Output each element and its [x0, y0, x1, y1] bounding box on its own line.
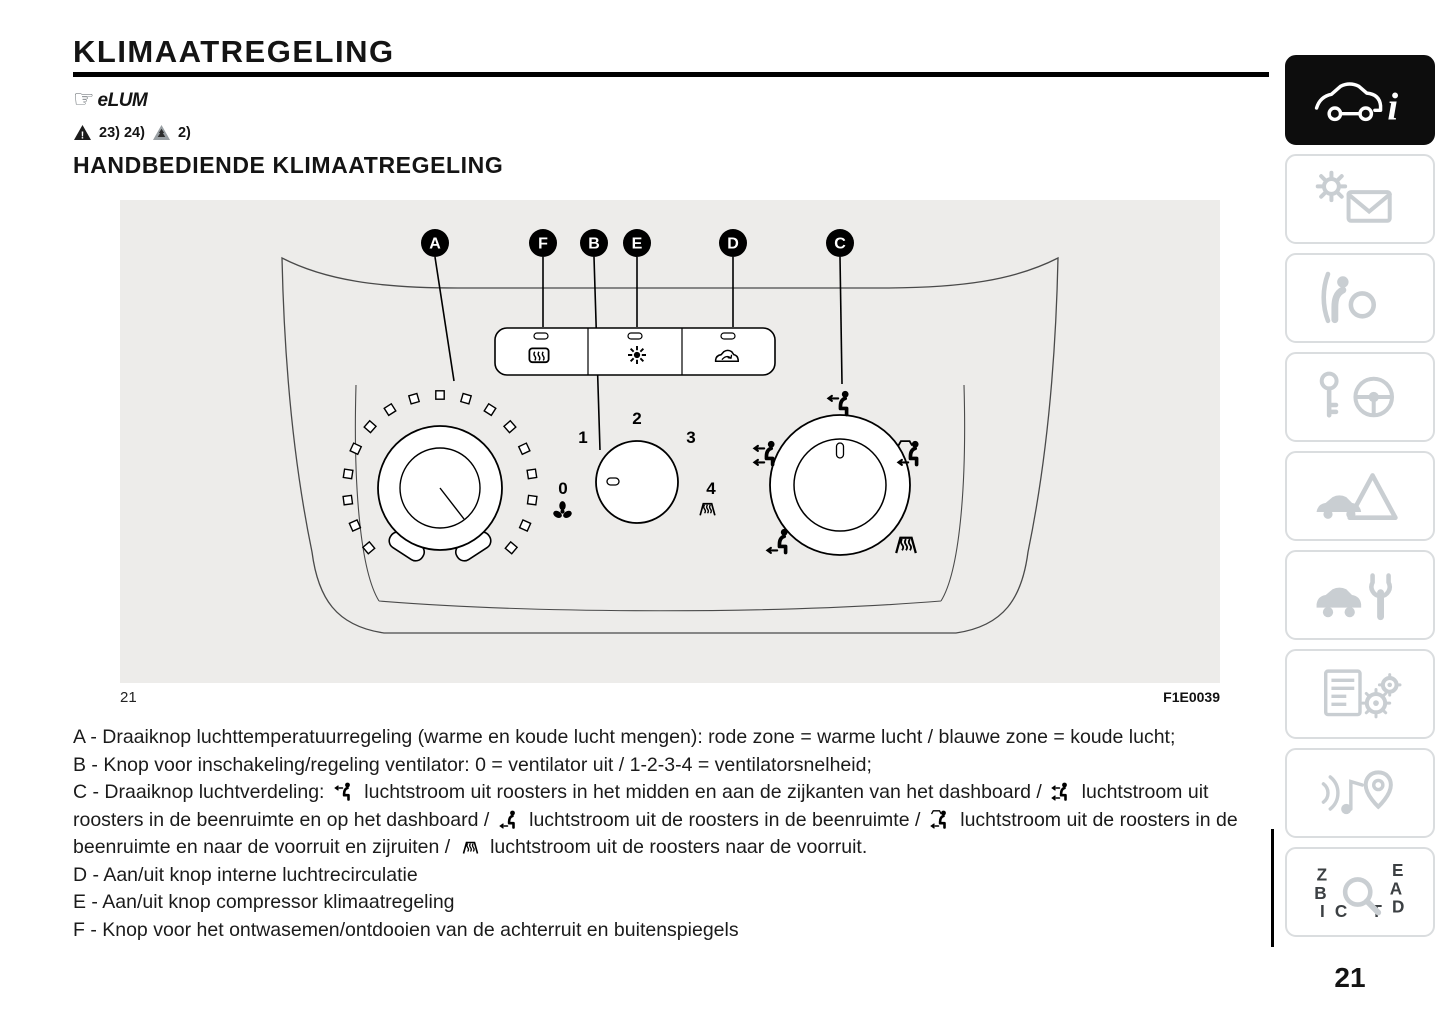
sidebar-tab-technical-data[interactable]	[1285, 649, 1435, 739]
fan-number-3: 3	[686, 428, 696, 447]
page-number: 21	[1334, 962, 1366, 993]
fan-number-4: 4	[706, 479, 716, 498]
distribution-pointer	[837, 443, 844, 458]
airflow-floor-windscreen-icon	[930, 810, 951, 830]
fan-number-1: 1	[578, 428, 588, 447]
svg-text:E: E	[1392, 862, 1404, 880]
airbag-icon	[1312, 268, 1408, 328]
warning-refs-label: 23) 24)	[99, 124, 145, 141]
car-wrench-icon	[1312, 565, 1408, 625]
eco-ref-label: 2)	[177, 124, 191, 141]
ac-compressor-icon	[628, 346, 646, 364]
sound-location-icon	[1312, 763, 1408, 823]
sidebar-tab-vehicle-info[interactable]	[1285, 55, 1435, 145]
car-info-icon	[1312, 70, 1408, 130]
callout-c: C	[834, 235, 846, 253]
svg-text:C: C	[1334, 901, 1348, 922]
sidebar-tab-safety[interactable]	[1285, 253, 1435, 343]
fan-number-0: 0	[558, 479, 568, 498]
svg-text:I: I	[1320, 901, 1325, 922]
svg-text:i: i	[1387, 85, 1399, 129]
distribution-knob	[754, 391, 918, 555]
note-references	[73, 124, 191, 141]
fan-knob	[552, 409, 716, 523]
chapter-index-marker	[1271, 829, 1274, 947]
figure-climate-panel	[120, 200, 1220, 683]
svg-text:T: T	[1371, 901, 1382, 922]
page-title: KLIMAATREGELING	[73, 34, 395, 69]
figure-caption	[120, 689, 1220, 706]
section-heading: HANDBEDIENDE KLIMAATREGELING	[73, 152, 504, 178]
sun-envelope-icon	[1312, 169, 1408, 229]
airflow-windscreen-icon	[896, 538, 916, 553]
description-item-b: B - Knop voor inschakeling/regeling ventilator: 0 = ventilator uit / 1-2-3-4 = ventilatorsnelheid;	[73, 753, 872, 776]
description-item-e: E - Aan/uit knop compressor klimaatregeling	[73, 891, 455, 913]
sidebar-tab-maintenance[interactable]	[1285, 550, 1435, 640]
eco-triangle-icon	[152, 124, 171, 141]
sidebar-tab-lights-messages[interactable]	[1285, 154, 1435, 244]
recirculation-indicator	[721, 333, 735, 339]
description-item-c: C - Draaiknop luchtverdeling: luchtstroom uit roosters in het midden en aan de zijkanten van het dashboard / luchtstroom uit roosters in de beenruimte en op het dashboard / luchtstroom uit de roosters in de beenruimte / luchtstroom uit de roosters in de beenruimte en naar de voorruit en zijruiten / luchtstroom uit de roosters naar de voorruit.	[73, 781, 1238, 858]
figure-callouts	[421, 229, 854, 257]
sidebar-tab-starting-driving[interactable]	[1285, 352, 1435, 442]
rear-defrost-indicator	[534, 333, 548, 339]
elum-label: eLUM	[97, 90, 148, 111]
svg-text:Z: Z	[1316, 864, 1328, 885]
airflow-bilevel-icon	[754, 441, 774, 465]
callout-d: D	[727, 235, 739, 253]
callout-a: A	[429, 235, 441, 253]
airflow-floor-icon	[767, 529, 787, 553]
windscreen-defrost-icon	[700, 504, 715, 516]
callout-e: E	[631, 235, 643, 253]
key-steering-icon	[1312, 367, 1408, 427]
fan-pointer	[607, 478, 619, 485]
svg-text:D: D	[1392, 896, 1405, 917]
svg-text:!: !	[80, 130, 85, 141]
car-warning-triangle-icon	[1312, 466, 1408, 526]
callout-f: F	[538, 235, 548, 253]
svg-text:B: B	[1314, 882, 1327, 903]
chapter-sidebar	[1285, 0, 1435, 1019]
airflow-floor-icon	[499, 810, 520, 830]
warning-triangle-icon	[73, 124, 92, 141]
climate-panel-diagram	[120, 200, 1220, 683]
button-bar	[495, 328, 775, 375]
description-item-f: F - Knop voor het ontwasemen/ontdooien van de achterruit en buitenspiegels	[73, 918, 739, 941]
figure-number: 21	[120, 689, 137, 706]
sidebar-tab-emergency[interactable]	[1285, 451, 1435, 541]
callout-b: B	[588, 235, 600, 253]
description-item-d: D - Aan/uit knop interne luchtrecirculatie	[73, 863, 418, 886]
airflow-windscreen-icon	[460, 837, 481, 857]
airflow-center-vents-icon	[828, 391, 848, 415]
airflow-center-vents-icon	[334, 782, 355, 802]
document-gears-icon	[1312, 664, 1408, 724]
sidebar-tab-index[interactable]	[1285, 847, 1435, 937]
figure-code: F1E0039	[1163, 689, 1220, 705]
airflow-bilevel-icon	[1051, 782, 1072, 802]
pointing-hand-icon: ☞	[73, 86, 95, 113]
svg-text:A: A	[1389, 878, 1403, 899]
sidebar-tab-multimedia[interactable]	[1285, 748, 1435, 838]
temperature-knob	[343, 391, 537, 564]
elum-badge	[73, 88, 147, 112]
description-list	[73, 724, 1271, 944]
fan-icon	[552, 501, 573, 519]
ac-indicator	[628, 333, 642, 339]
alphabetical-index-icon	[1312, 862, 1408, 922]
title-underline	[73, 72, 1269, 77]
fan-number-2: 2	[632, 409, 642, 428]
description-item-a: A - Draaiknop luchttemperatuurregeling (warme en koude lucht mengen): rode zone = warme lucht / blauwe zone = koude lucht;	[73, 726, 1176, 748]
